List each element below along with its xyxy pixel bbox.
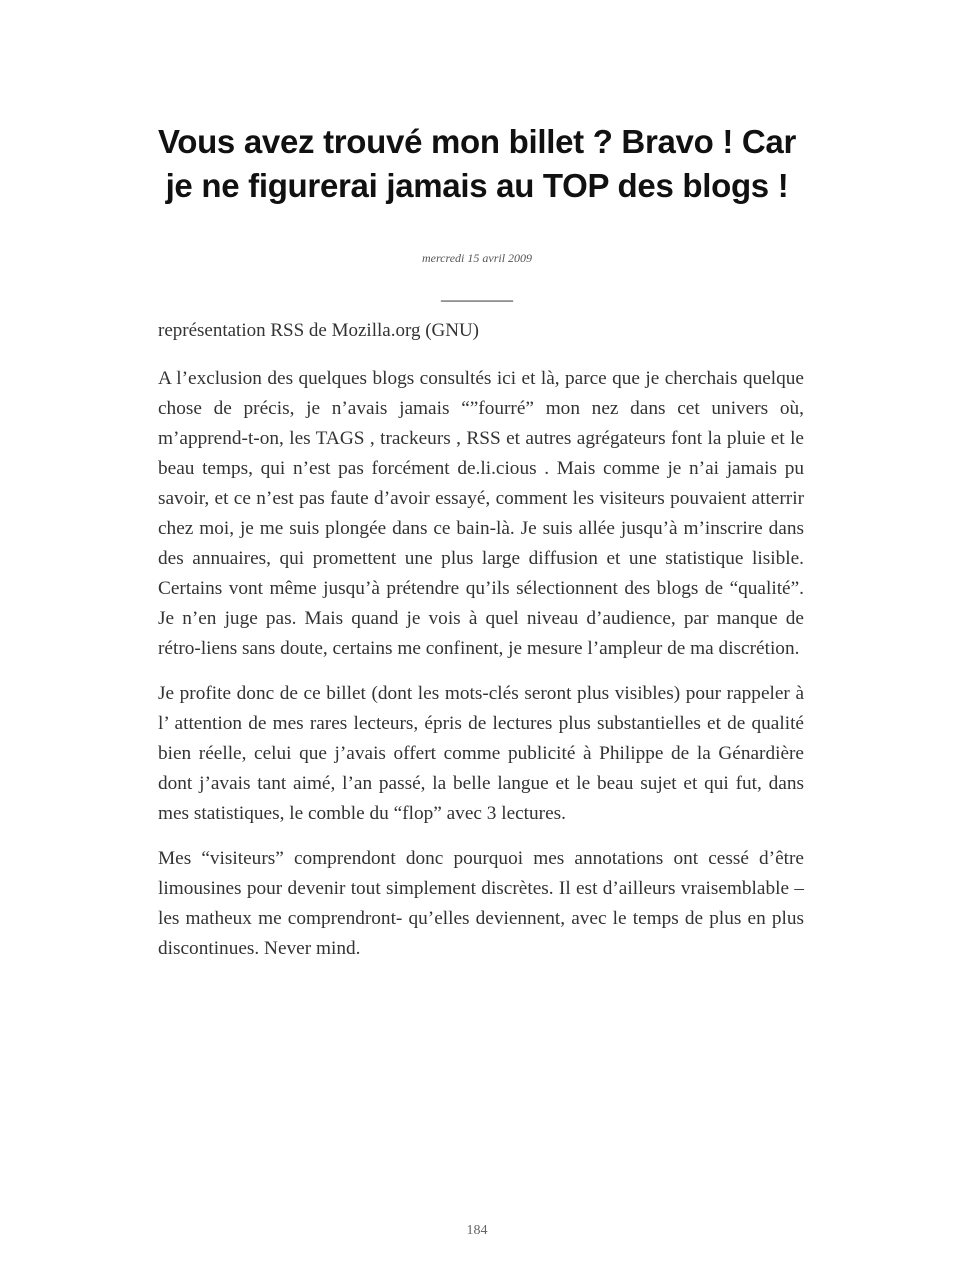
paragraph-2: Je profite donc de ce billet (dont les mots-clés seront plus visibles) pour rappeler à l’ attention de mes rares lecteurs, épris de lectures plus substantielles et de qualité bien réelle, celui que j’avais offert comme publicité à Philippe de la Génardière dont j’avais tant aimé, l’an passé, la belle langue et le beau sujet et qui fut, dans mes statistiques, le comble du “flop” avec 3 lectures. [158, 683, 804, 824]
image-caption: représentation RSS de Mozilla.org (GNU) [158, 320, 480, 341]
page-number: 184 [466, 1223, 488, 1238]
article-body [158, 364, 804, 979]
paragraph-1: A l’exclusion des quelques blogs consultés ici et là, parce que je cherchais quelque chose de précis, je n’avais jamais “”fourré” mon nez dans cet univers où, m’apprend-t-on, les TAGS , trackeurs , RSS et autres agrégateurs font la pluie et le beau temps, qui n’est pas forcément de.li.cious . Mais comme je n’ai jamais pu savoir, et ce n’est pas faute d’avoir essayé, comment les visiteurs pouvaient atterrir chez moi, je me suis plongée dans ce bain-là. Je suis allée jusqu’à m’inscrire dans des annuaires, qui promettent une plus large diffusion et une statistique lisible. Certains vont même jusqu’à prétendre qu’ils sélectionnent des blogs de “qualité”. Je n’en juge pas. Mais quand je vois à quel niveau d’audience, par manque de rétro-liens sans doute, certains me confinent, je mesure l’ampleur de ma discrétion. [158, 368, 804, 659]
article-title: Vous avez trouvé mon billet ? Bravo ! Car je ne figurerai jamais au TOP des blogs ! [157, 123, 797, 204]
paragraph-3: Mes “visiteurs” comprendont donc pourquoi mes annotations ont cessé d’être limousines pour devenir tout simplement discrètes. Il est d’ailleurs vraisemblable – les matheux me comprendront- qu’elles deviennent, avec le temps de plus en plus discontinues. Never mind. [158, 848, 804, 959]
separator-line: ________ [441, 283, 513, 303]
article-date: mercredi 15 avril 2009 [421, 251, 533, 265]
